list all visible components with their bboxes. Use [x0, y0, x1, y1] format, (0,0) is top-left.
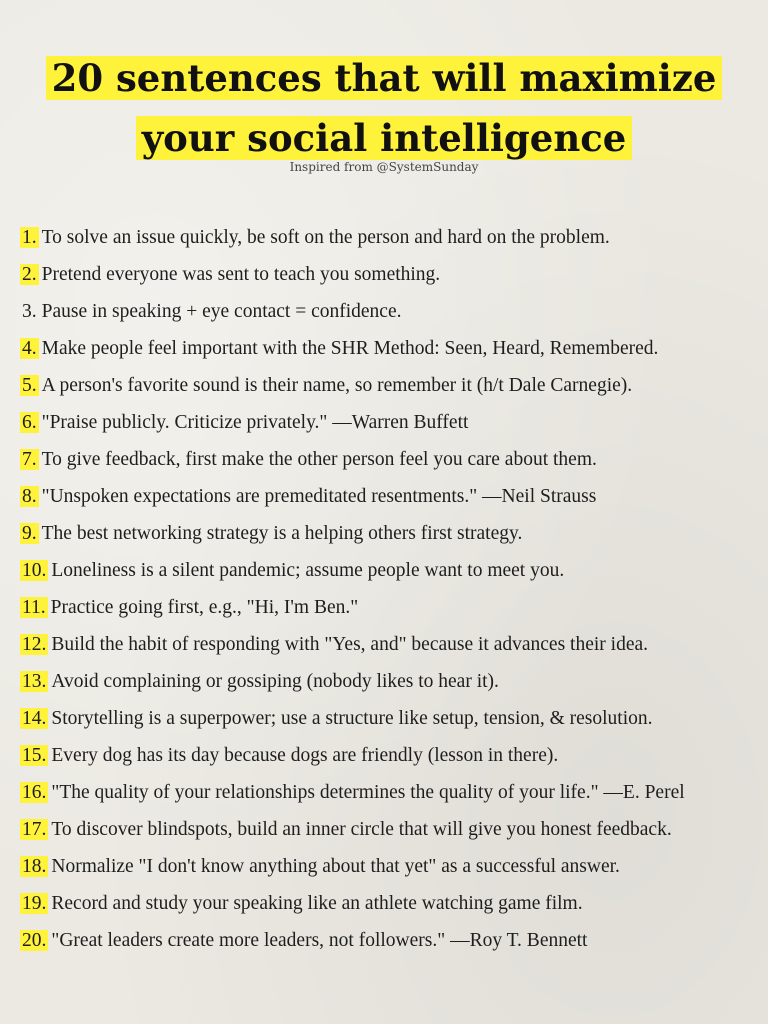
list-item-text: The best networking strategy is a helping others first strategy.: [41, 523, 523, 544]
list-item: [20, 408, 760, 445]
sentence-list: [20, 223, 760, 963]
list-item-number: 2.: [22, 264, 37, 285]
list-item: [20, 593, 760, 630]
list-item: [20, 334, 760, 371]
list-item-number: 13.: [22, 671, 47, 692]
list-item-number: 8.: [22, 486, 37, 507]
list-item: [20, 556, 760, 593]
list-item-text: Practice going first, e.g., "Hi, I'm Ben.": [50, 597, 359, 618]
list-item-text: Normalize "I don't know anything about that yet" as a successful answer.: [51, 856, 620, 877]
list-item-number: 15.: [22, 745, 47, 766]
page-title: [0, 48, 768, 168]
list-item-text: "Praise publicly. Criticize privately." —Warren Buffett: [41, 412, 469, 433]
title-line-2: [0, 108, 768, 168]
title-line-1-text: 20 sentences that will maximize: [46, 56, 723, 100]
list-item-number: 19.: [22, 893, 47, 914]
list-item: [20, 519, 760, 556]
list-item-number: 18.: [22, 856, 47, 877]
list-item-number: 11.: [22, 597, 46, 618]
list-item: [20, 371, 760, 408]
list-item: [20, 260, 760, 297]
list-item: [20, 852, 760, 889]
list-item: [20, 630, 760, 667]
list-item-number: 20.: [22, 930, 47, 951]
list-item-text: To give feedback, first make the other person feel you care about them.: [41, 449, 597, 470]
list-item-number: 5.: [22, 375, 37, 396]
list-item: [20, 778, 760, 815]
list-item-text: Build the habit of responding with "Yes, and" because it advances their idea.: [51, 634, 649, 655]
list-item-text: Pause in speaking + eye contact = confidence.: [41, 301, 402, 322]
list-item-text: To solve an issue quickly, be soft on the person and hard on the problem.: [41, 227, 610, 248]
list-item-text: Storytelling is a superpower; use a structure like setup, tension, & resolution.: [51, 708, 653, 729]
list-item-text: Avoid complaining or gossiping (nobody likes to hear it).: [51, 671, 499, 692]
list-item-number: 9.: [22, 523, 37, 544]
list-item-number: 4.: [22, 338, 37, 359]
list-item: [20, 926, 760, 963]
list-item-text: "Unspoken expectations are premeditated resentments." —Neil Strauss: [41, 486, 597, 507]
list-item: [20, 482, 760, 519]
list-item-text: A person's favorite sound is their name, so remember it (h/t Dale Carnegie).: [41, 375, 633, 396]
list-item-number: 7.: [22, 449, 37, 470]
list-item: [20, 445, 760, 482]
list-item: [20, 667, 760, 704]
list-item-number: 3.: [22, 301, 37, 322]
list-item-text: Loneliness is a silent pandemic; assume people want to meet you.: [51, 560, 565, 581]
list-item-number: 10.: [22, 560, 47, 581]
list-item-text: "The quality of your relationships determines the quality of your life." —E. Perel: [51, 782, 685, 803]
list-item: [20, 223, 760, 260]
list-item-text: Record and study your speaking like an athlete watching game film.: [51, 893, 583, 914]
list-item-text: To discover blindspots, build an inner circle that will give you honest feedback.: [51, 819, 672, 840]
subtitle-credit: Inspired from @SystemSunday: [289, 160, 479, 174]
list-item-number: 1.: [22, 227, 37, 248]
list-item-number: 14.: [22, 708, 47, 729]
list-item: [20, 889, 760, 926]
list-item: [20, 704, 760, 741]
list-item-number: 17.: [22, 819, 47, 840]
list-item-text: Make people feel important with the SHR Method: Seen, Heard, Remembered.: [41, 338, 659, 359]
list-item: [20, 297, 760, 334]
list-item: [20, 741, 760, 778]
list-item: [20, 815, 760, 852]
list-item-number: 12.: [22, 634, 47, 655]
list-item-text: Pretend everyone was sent to teach you something.: [41, 264, 441, 285]
title-line-1: [0, 48, 768, 108]
list-item-text: Every dog has its day because dogs are friendly (lesson in there).: [51, 745, 559, 766]
list-item-number: 16.: [22, 782, 47, 803]
title-line-2-text: your social intelligence: [136, 116, 633, 160]
list-item-number: 6.: [22, 412, 37, 433]
list-item-text: "Great leaders create more leaders, not followers." —Roy T. Bennett: [51, 930, 588, 951]
